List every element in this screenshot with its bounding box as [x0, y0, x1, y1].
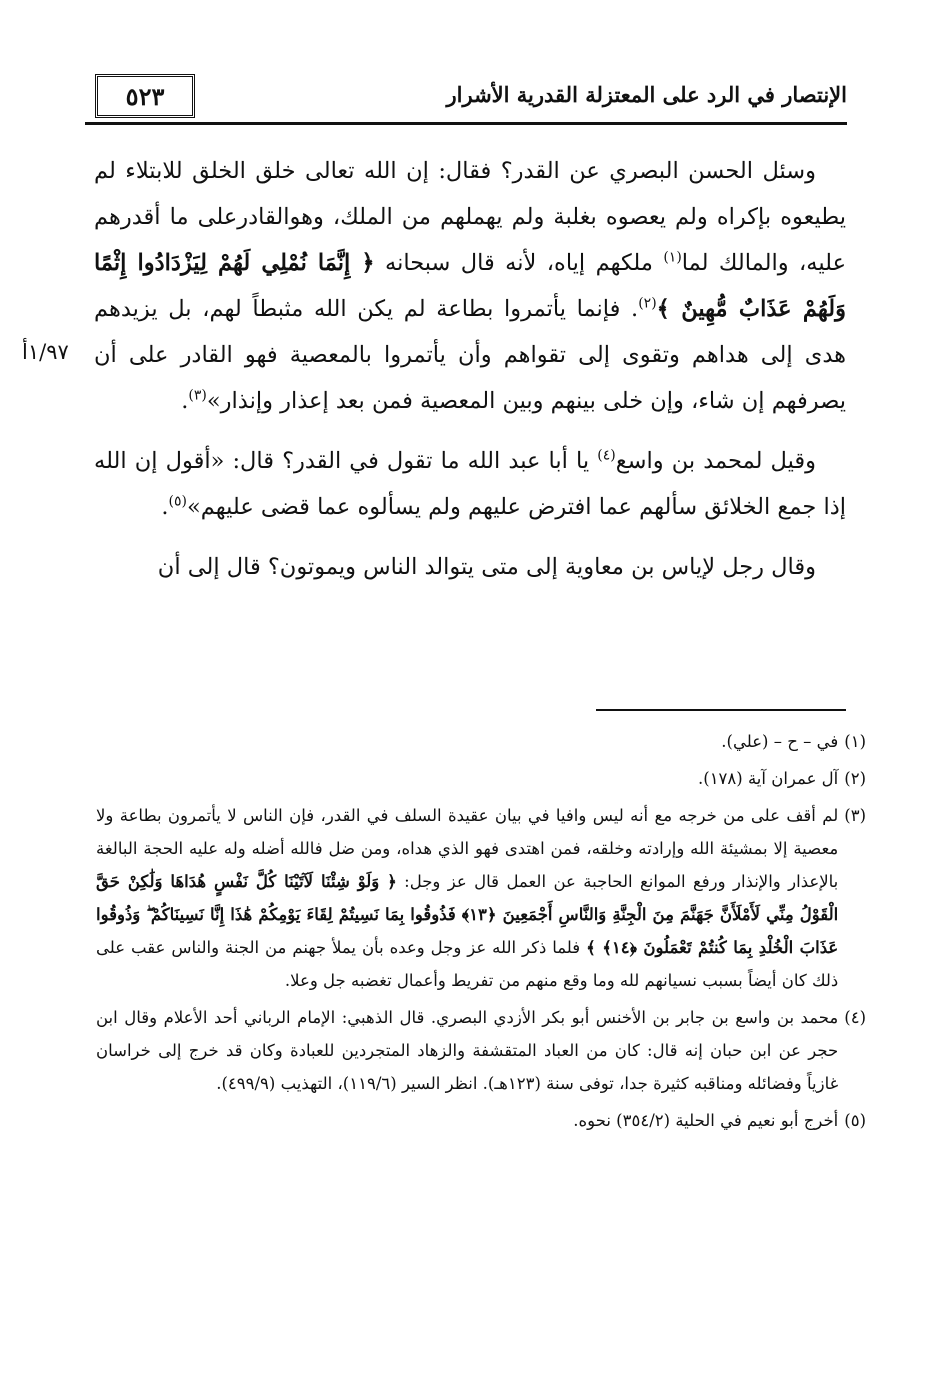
- footnote-text-part: فلما ذكر الله عز وجل وعده بأن يملأ جهنم من الجنة والناس عقب على ذلك كان أيضاً بسبب نسيانهم لله وما وقع منهم من تفريط وأعمال تغضبه جل وعلا.: [96, 938, 839, 990]
- footnote-number: (٥): [844, 1111, 866, 1130]
- header-rule: [85, 122, 847, 125]
- footnote-number: (٤): [844, 1008, 866, 1027]
- footnote-1: [96, 725, 866, 758]
- paragraph-text: وقال رجل لإياس بن معاوية إلى متى يتوالد الناس ويموتون؟ قال إلى أن: [157, 554, 816, 580]
- footnote-separator: [596, 709, 846, 711]
- paragraph-hasan-basri: [94, 148, 846, 424]
- footnote-text: محمد بن واسع بن جابر بن الأخنس أبو بكر الأزدي البصري. قال الذهبي: الإمام الرباني أحد الأعلام وقال ابن حجر عن ابن حبان إنه قال: كان من العباد المتقشفة والزهاد المتجردين للعبادة وكان قد خرج إلى خراسان غازياً وفضائله ومناقبه كثيرة جدا، توفى سنة (١٢٣هـ). انظر السير (١١٩/٦)، التهذيب (٤٩٩/٩).: [96, 1008, 839, 1093]
- main-text: [94, 148, 846, 604]
- paragraph-text: وسئل الحسن البصري عن القدر؟ فقال: إن الله تعالى خلق الخلق للابتلاء لم يطيعوه بإكراه ولم يعصوه بغلبة ولم يهملهم من الملك، وهوالقادرعلى ما أقدرهم عليه، والمالك لما: [94, 158, 846, 276]
- paragraph-end: .: [161, 494, 169, 520]
- footnote-ref-4[interactable]: (٤): [597, 447, 616, 464]
- footnote-text: أخرج أبو نعيم في الحلية (٣٥٤/٢) نحوه.: [573, 1111, 839, 1130]
- quran-verse: ﴿ وَلَوْ شِئْنَا لَآتَيْنَا كُلَّ نَفْسٍ هُدَاهَا وَلَٰكِنْ حَقَّ الْقَوْلُ مِنِّي لَأَمْلَأَنَّ جَهَنَّمَ مِنَ الْجِنَّةِ وَالنَّاسِ أَجْمَعِينَ ﴿١٣﴾ فَذُوقُوا بِمَا نَسِيتُمْ لِقَاءَ يَوْمِكُمْ هَٰذَا إِنَّا نَسِينَاكُمْ ۖ وَذُوقُوا عَذَابَ الْخُلْدِ بِمَا كُنتُمْ تَعْمَلُونَ ﴿١٤﴾ ﴾: [96, 872, 839, 957]
- quran-verse: ﴿ إِنَّمَا نُمْلِي لَهُمْ لِيَزْدَادُوا إِثْمًا وَلَهُمْ عَذَابٌ مُّهِينٌ ﴾: [94, 250, 847, 322]
- footnote-5: [96, 1104, 866, 1137]
- footnote-2: [96, 762, 866, 795]
- paragraph-text: . فإنما يأتمروا بطاعة لم يكن الله مثبطاً لهم، بل يزيدهم هدى إلى هداهم وتقوى إلى تقواهم وأن يأتمروا بالمعصية فهو القادر على أن يصرفهم إن شاء، وإن خلى بينهم وبين المعصية فمن بعد إعذار وإنذار»: [94, 296, 846, 414]
- paragraph-text: ملكهم إياه، لأنه قال سبحانه: [374, 250, 664, 276]
- footnote-text-part: لم أقف على من خرجه مع أنه ليس وافيا في بيان عقيدة السلف في القدر، فإن الناس لا يأتمرون بطاعة ولا معصية إلا بمشيئة الله وإرادته وخلقه، فمن اهتدى فهو الذي هداه، ومن ضل فالله أضله وله عليه الحجة البالغة بالإعذار والإنذار ورفع الموانع الحاجبة عن العمل قال عز وجل:: [96, 806, 839, 891]
- footnote-ref-2[interactable]: (٢): [638, 295, 657, 312]
- footnote-number: (١): [844, 732, 866, 751]
- footnote-ref-1[interactable]: (١): [663, 249, 682, 266]
- running-title: الإنتصار في الرد على المعتزلة القدرية الأشرار: [446, 82, 847, 107]
- footnote-number: (٢): [844, 769, 866, 788]
- margin-manuscript-reference: ١/٩٧أ: [22, 340, 69, 364]
- paragraph-muhammad-bin-wasi: [94, 438, 846, 530]
- paragraph-iyas-bin-muawiya: [94, 544, 846, 590]
- footnote-number: (٣): [844, 806, 866, 825]
- paragraph-end: .: [181, 388, 189, 414]
- footnote-3: [96, 799, 866, 997]
- footnotes: [96, 725, 866, 1141]
- footnote-text: في – ح – (علي).: [721, 732, 839, 751]
- footnote-ref-3[interactable]: (٣): [188, 387, 207, 404]
- footnote-4: [96, 1001, 866, 1100]
- page-number: ٥٢٣: [95, 74, 195, 118]
- footnote-text: [96, 799, 838, 997]
- footnote-ref-5[interactable]: (٥): [168, 493, 187, 510]
- page-header: [85, 70, 847, 128]
- footnote-text: آل عمران آية (١٧٨).: [698, 769, 839, 788]
- paragraph-text: وقيل لمحمد بن واسع: [615, 448, 816, 474]
- paragraph-text: يا أبا عبد الله ما تقول في القدر؟ قال: «أقول إن الله إذا جمع الخلائق سألهم عما افترض عليهم ولم يسألوه عما قضى عليهم»: [94, 448, 846, 520]
